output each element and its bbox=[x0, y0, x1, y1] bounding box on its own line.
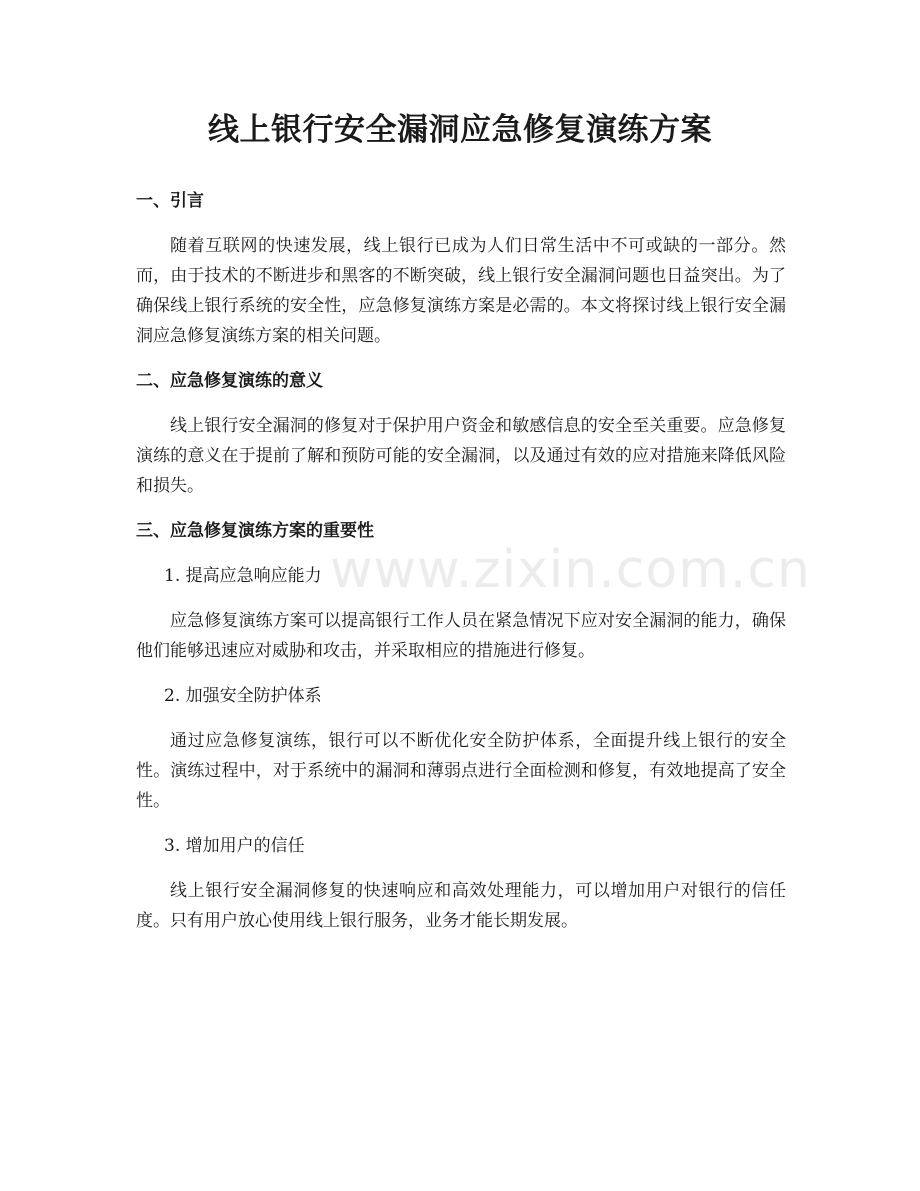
list-item-title: 3. 增加用户的信任 bbox=[164, 836, 305, 856]
section-paragraph: 线上银行安全漏洞的修复对于保护用户资金和敏感信息的安全至关重要。应急修复演练的意义在于提前了解和预防可能的安全漏洞，以及通过有效的应对措施来降低风险和损失。 bbox=[136, 416, 786, 496]
section-significance bbox=[136, 366, 786, 501]
section-heading: 一、引言 bbox=[136, 191, 204, 211]
list-item-paragraph: 应急修复演练方案可以提高银行工作人员在紧急情况下应对安全漏洞的能力，确保他们能够迅速应对威胁和攻击，并采取相应的措施进行修复。 bbox=[136, 611, 786, 661]
section-importance bbox=[136, 516, 786, 936]
section-introduction bbox=[136, 186, 786, 351]
document-title: 线上银行安全漏洞应急修复演练方案 bbox=[208, 112, 712, 148]
list-item-paragraph: 通过应急修复演练，银行可以不断优化安全防护体系，全面提升线上银行的安全性。演练过程中，对于系统中的漏洞和薄弱点进行全面检测和修复，有效地提高了安全性。 bbox=[136, 731, 786, 811]
document-body bbox=[136, 186, 786, 936]
section-paragraph: 随着互联网的快速发展，线上银行已成为人们日常生活中不可或缺的一部分。然而，由于技术的不断进步和黑客的不断突破，线上银行安全漏洞问题也日益突出。为了确保线上银行系统的安全性，应急修复演练方案是必需的。本文将探讨线上银行安全漏洞应急修复演练方案的相关问题。 bbox=[136, 236, 786, 346]
watermark: www.zixin.com.cn bbox=[330, 540, 811, 600]
list-item-paragraph: 线上银行安全漏洞修复的快速响应和高效处理能力，可以增加用户对银行的信任度。只有用户放心使用线上银行服务，业务才能长期发展。 bbox=[136, 881, 786, 931]
section-heading: 三、应急修复演练方案的重要性 bbox=[136, 521, 374, 541]
list-item-title: 2. 加强安全防护体系 bbox=[164, 686, 322, 706]
list-item-title: 1. 提高应急响应能力 bbox=[164, 566, 322, 586]
section-heading: 二、应急修复演练的意义 bbox=[136, 371, 323, 391]
